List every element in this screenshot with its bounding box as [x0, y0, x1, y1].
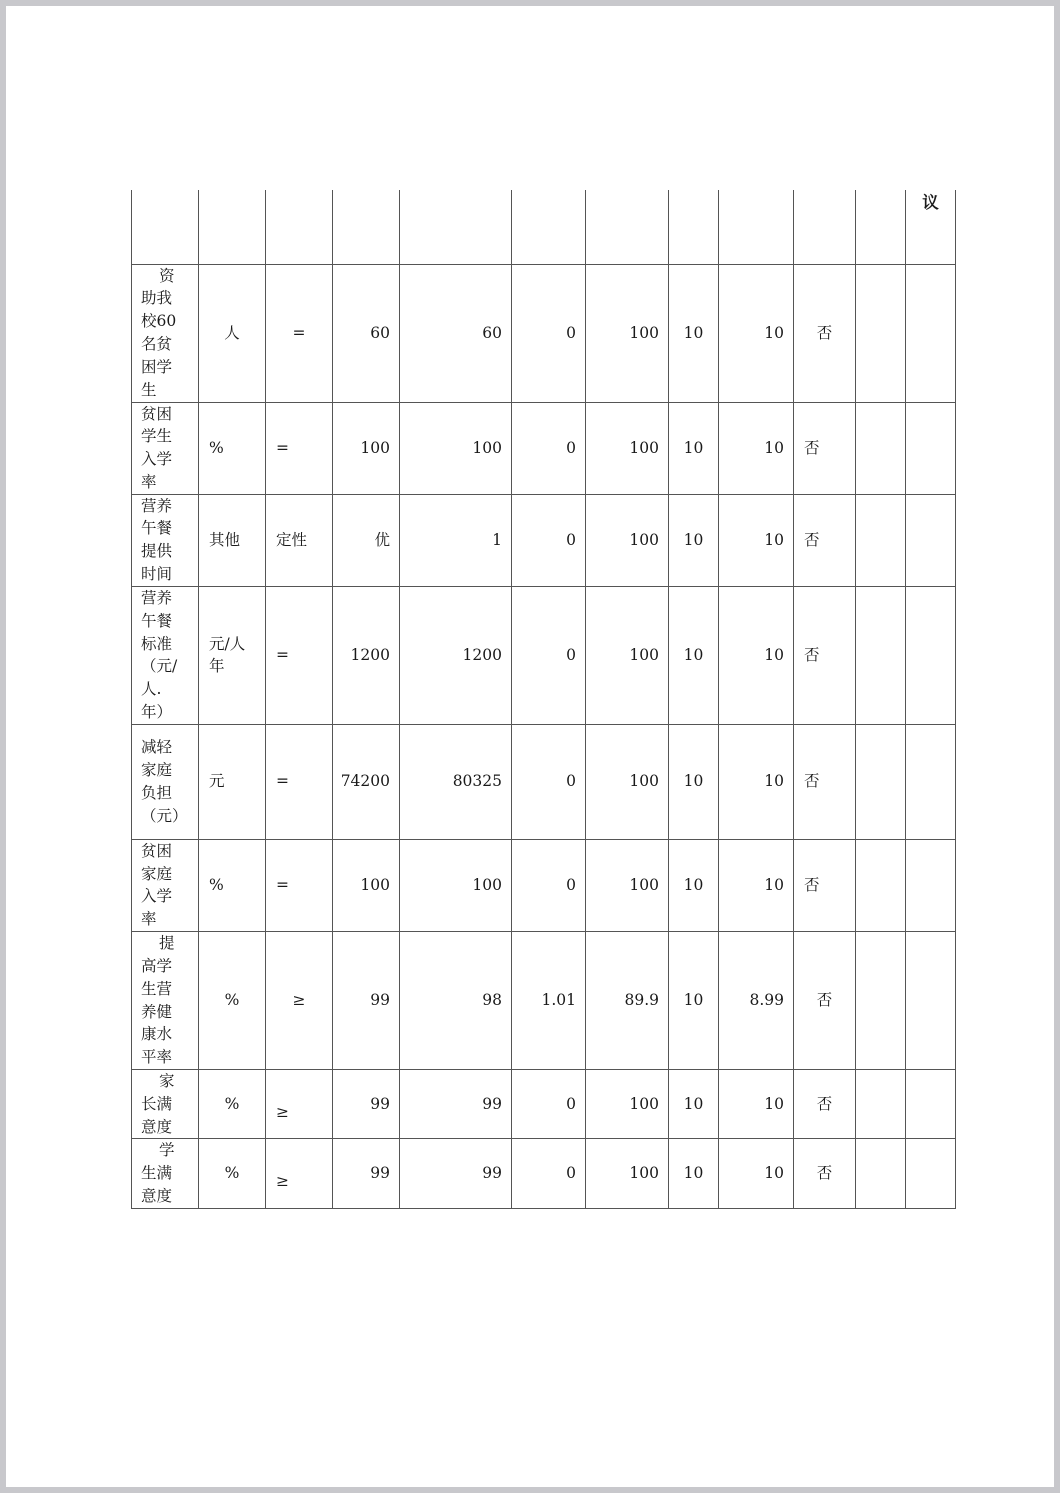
unit-cell: % [199, 1070, 266, 1139]
operator-cell: 定性 [266, 494, 333, 586]
table-row [132, 264, 956, 402]
unit-cell: % [199, 1139, 266, 1208]
table-row [132, 932, 956, 1070]
operator-cell: ≥ [266, 1139, 333, 1208]
empty-cell [856, 264, 906, 402]
weight-cell: 10 [669, 586, 719, 724]
unit-cell: 元 [199, 724, 266, 839]
empty-cell [856, 724, 906, 839]
indicator-name: 营养午餐提供时间 [141, 496, 173, 584]
target-value-cell: 60 [333, 264, 400, 402]
operator-cell: = [266, 586, 333, 724]
flag-cell: 否 [794, 402, 856, 494]
completion-rate-cell: 100 [586, 839, 669, 931]
table-row [132, 1070, 956, 1139]
weight-cell: 10 [669, 1139, 719, 1208]
deviation-cell: 0 [512, 494, 586, 586]
completion-rate-cell: 100 [586, 1139, 669, 1208]
score-cell: 10 [719, 494, 794, 586]
indicator-name: 家长满意度 [141, 1072, 175, 1136]
actual-value-cell: 100 [400, 839, 512, 931]
flag-cell: 否 [794, 932, 856, 1070]
deviation-cell: 0 [512, 264, 586, 402]
performance-indicator-table [131, 190, 956, 1209]
weight-cell: 10 [669, 264, 719, 402]
deviation-cell: 0 [512, 839, 586, 931]
completion-rate-cell: 100 [586, 264, 669, 402]
empty-cell [906, 402, 956, 494]
unit-cell: 其他 [199, 494, 266, 586]
score-cell: 10 [719, 264, 794, 402]
table-row [132, 494, 956, 586]
operator-cell: = [266, 839, 333, 931]
operator-cell: = [266, 402, 333, 494]
actual-value-cell: 99 [400, 1070, 512, 1139]
indicator-name: 贫困学生入学率 [141, 404, 173, 491]
target-value-cell: 99 [333, 1070, 400, 1139]
empty-cell [906, 586, 956, 724]
flag-cell: 否 [794, 1139, 856, 1208]
actual-value-cell: 1200 [400, 586, 512, 724]
target-value-cell: 99 [333, 1139, 400, 1208]
empty-cell [906, 1070, 956, 1139]
actual-value-cell: 100 [400, 402, 512, 494]
indicator-name: 减轻家庭负担（元） [141, 738, 188, 825]
score-cell: 8.99 [719, 932, 794, 1070]
actual-value-cell: 60 [400, 264, 512, 402]
table-row [132, 402, 956, 494]
operator-cell: = [266, 264, 333, 402]
target-value-cell: 99 [333, 932, 400, 1070]
empty-cell [856, 494, 906, 586]
score-cell: 10 [719, 724, 794, 839]
completion-rate-cell: 100 [586, 494, 669, 586]
empty-cell [906, 494, 956, 586]
unit-cell: 元/人年 [209, 634, 246, 676]
unit-cell: % [199, 839, 266, 931]
score-cell: 10 [719, 586, 794, 724]
indicator-name: 营养午餐标准（元/人.年） [141, 588, 178, 721]
empty-cell [906, 264, 956, 402]
empty-cell [856, 1070, 906, 1139]
actual-value-cell: 80325 [400, 724, 512, 839]
target-value-cell: 100 [333, 839, 400, 931]
completion-rate-cell: 89.9 [586, 932, 669, 1070]
target-value-cell: 74200 [333, 724, 400, 839]
empty-cell [906, 932, 956, 1070]
weight-cell: 10 [669, 402, 719, 494]
actual-value-cell: 1 [400, 494, 512, 586]
table-row [132, 1139, 956, 1208]
deviation-cell: 1.01 [512, 932, 586, 1070]
indicator-name: 学生满意度 [141, 1141, 175, 1206]
empty-cell [856, 839, 906, 931]
target-value-cell: 优 [333, 494, 400, 586]
weight-cell: 10 [669, 1070, 719, 1139]
deviation-cell: 0 [512, 724, 586, 839]
unit-cell: % [199, 402, 266, 494]
table-row [132, 839, 956, 931]
table-row [132, 724, 956, 839]
operator-cell: ≥ [266, 932, 333, 1070]
empty-cell [906, 1139, 956, 1208]
completion-rate-cell: 100 [586, 586, 669, 724]
flag-cell: 否 [794, 724, 856, 839]
indicator-name: 资助我校60名贫困学生 [141, 266, 177, 399]
completion-rate-cell: 100 [586, 724, 669, 839]
empty-cell [856, 932, 906, 1070]
completion-rate-cell: 100 [586, 402, 669, 494]
score-cell: 10 [719, 839, 794, 931]
operator-cell: = [266, 724, 333, 839]
empty-cell [856, 586, 906, 724]
indicator-name: 提高学生营养健康水平率 [141, 934, 175, 1067]
flag-cell: 否 [794, 494, 856, 586]
actual-value-cell: 98 [400, 932, 512, 1070]
score-cell: 10 [719, 1139, 794, 1208]
weight-cell: 10 [669, 724, 719, 839]
weight-cell: 10 [669, 839, 719, 931]
deviation-cell: 0 [512, 1070, 586, 1139]
empty-cell [856, 1139, 906, 1208]
table-header-row-tail [132, 190, 956, 264]
score-cell: 10 [719, 402, 794, 494]
target-value-cell: 100 [333, 402, 400, 494]
flag-cell: 否 [794, 839, 856, 931]
weight-cell: 10 [669, 494, 719, 586]
deviation-cell: 0 [512, 1139, 586, 1208]
deviation-cell: 0 [512, 586, 586, 724]
flag-cell: 否 [794, 586, 856, 724]
completion-rate-cell: 100 [586, 1070, 669, 1139]
empty-cell [906, 724, 956, 839]
flag-cell: 否 [794, 1070, 856, 1139]
unit-cell: % [199, 932, 266, 1070]
operator-cell: ≥ [266, 1070, 333, 1139]
empty-cell [906, 839, 956, 931]
unit-cell: 人 [199, 264, 266, 402]
score-cell: 10 [719, 1070, 794, 1139]
actual-value-cell: 99 [400, 1139, 512, 1208]
weight-cell: 10 [669, 932, 719, 1070]
empty-cell [856, 402, 906, 494]
indicator-name: 贫困家庭入学率 [141, 841, 173, 929]
header-tail-text: 议 [906, 190, 956, 264]
table-row [132, 586, 956, 724]
deviation-cell: 0 [512, 402, 586, 494]
target-value-cell: 1200 [333, 586, 400, 724]
flag-cell: 否 [794, 264, 856, 402]
